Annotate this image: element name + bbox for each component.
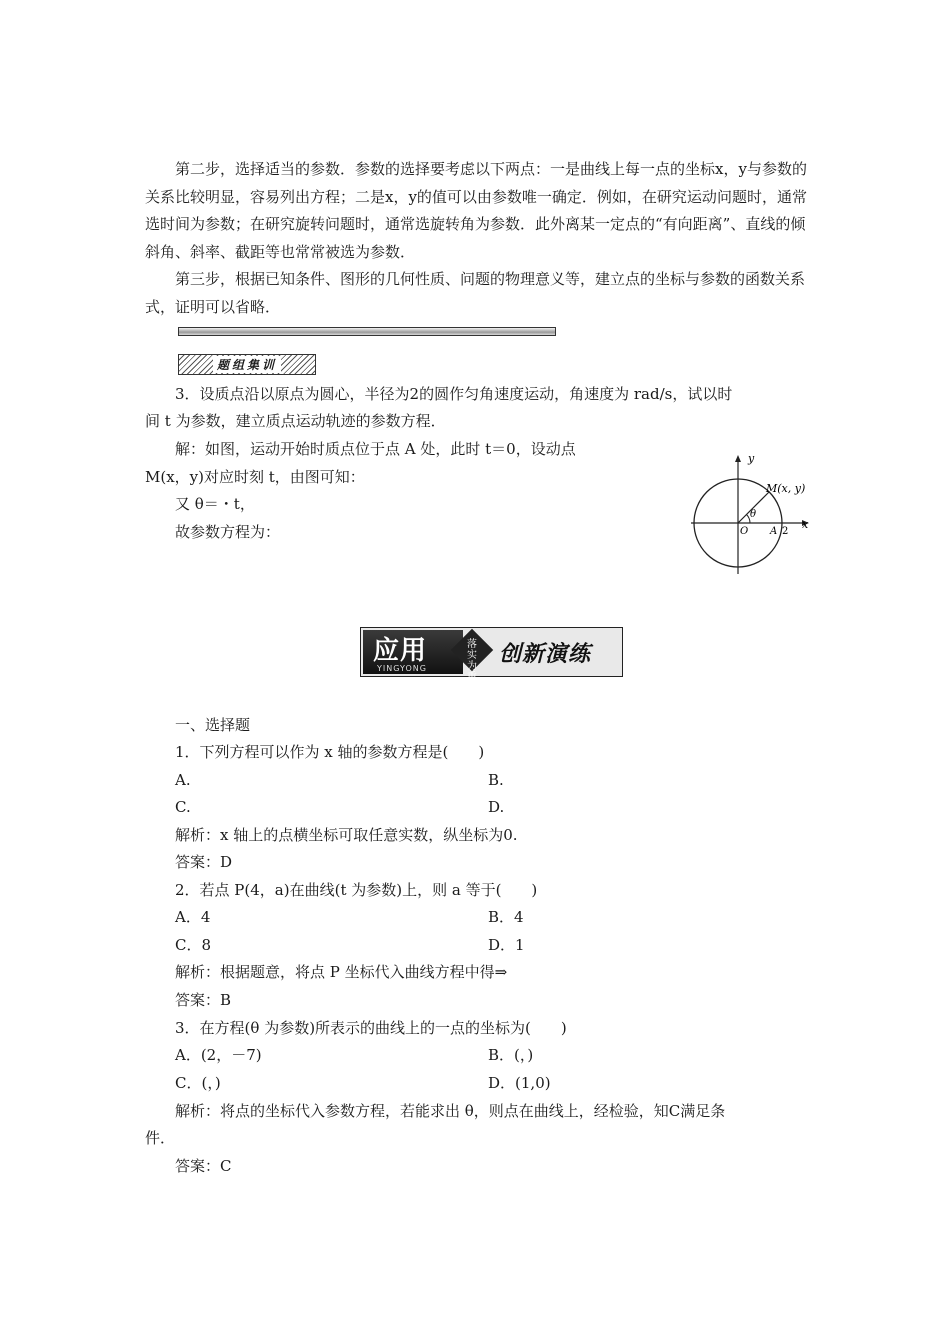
q1-analysis: 解析：x 轴上的点横坐标可取任意实数，纵坐标为0. xyxy=(175,826,518,844)
q2-option-a: A．4 xyxy=(175,908,211,926)
q2-option-b: B．4 xyxy=(488,908,524,926)
step3-text: 第三步，根据已知条件、图形的几何性质、问题的物理意义等，建立点的坐标与参数的函数关系式，证明可以省略． xyxy=(145,270,806,316)
q2-option-d: D．1 xyxy=(488,936,525,954)
point-m-label: M(x, y) xyxy=(766,482,806,495)
q1-answer: 答案：D xyxy=(175,853,233,871)
q3-analysis-line1: 解析：将点的坐标代入参数方程，若能求出 θ，则点在曲线上，经检验，知C满足条 xyxy=(175,1102,726,1120)
q1-option-c: C. xyxy=(175,798,191,816)
example-question-line1: 3．设质点沿以原点为圆心，半径为2的圆作匀角速度运动，角速度为 rad/s，试以时 xyxy=(175,385,733,403)
x-axis-label: x xyxy=(802,518,809,531)
step3-paragraph xyxy=(145,266,807,321)
q3-answer: 答案：C xyxy=(175,1157,232,1175)
q3-option-d: D．(1,0) xyxy=(488,1074,551,1092)
example-solution-line3: 又 θ＝・t， xyxy=(175,495,255,513)
q3-option-b: B．(，) xyxy=(488,1046,534,1064)
origin-label: O xyxy=(740,526,749,537)
point-a-label: A xyxy=(770,526,778,537)
example-solution-line2: M(x，y)对应时刻 t，由图可知： xyxy=(145,468,365,486)
q3-stem: 3．在方程(θ 为参数)所表示的曲线上的一点的坐标为( ) xyxy=(175,1019,567,1037)
banner-right-text: 创新演练 xyxy=(499,642,592,667)
y-axis-arrow-icon xyxy=(735,455,741,462)
radius-value-label: 2 xyxy=(782,526,789,537)
banner-pinyin: YINGYONG xyxy=(377,664,427,673)
banner-main-text: 应用 xyxy=(373,636,428,666)
q2-stem: 2．若点 P(4，a)在曲线(t 为参数)上，则 a 等于( ) xyxy=(175,881,538,899)
y-axis-label: y xyxy=(748,452,755,465)
q2-answer: 答案：B xyxy=(175,991,232,1009)
q3-analysis-line2: 件． xyxy=(145,1129,176,1147)
example-solution-line1: 解：如图，运动开始时质点位于点 A 处，此时 t＝0，设动点 xyxy=(175,440,576,458)
q3-option-c: C．(，) xyxy=(175,1074,221,1092)
circle-figure xyxy=(686,452,816,577)
practice-tag xyxy=(178,354,316,375)
example-solution-line4: 故参数方程为： xyxy=(175,523,281,541)
exercise-heading: 一、选择题 xyxy=(175,716,251,734)
banner-diamond-text: 落实为重 xyxy=(467,639,477,683)
q1-option-b: B. xyxy=(488,771,504,789)
q3-option-a: A．(2，－7) xyxy=(175,1046,262,1064)
q1-option-d: D. xyxy=(488,798,505,816)
step2-paragraph xyxy=(145,156,807,266)
q1-option-a: A. xyxy=(175,771,191,789)
q2-analysis: 解析：根据题意，将点 P 坐标代入曲线方程中得⇒ xyxy=(175,963,508,981)
q2-option-c: C．8 xyxy=(175,936,212,954)
q1-stem: 1．下列方程可以作为 x 轴的参数方程是( ) xyxy=(175,743,485,761)
practice-tag-label: 题组集训 xyxy=(213,356,281,373)
example-question-line2: 间 t 为参数，建立质点运动轨迹的参数方程． xyxy=(145,412,446,430)
step2-text: 第二步，选择适当的参数．参数的选择要考虑以下两点：一是曲线上每一点的坐标x，y与参数的关系比较明显，容易列出方程；二是x，y的值可以由参数唯一确定．例如，在研究运动问题时，通常选时间为参数；在研究旋转问题时，通常选旋转角为参数．此外离某一定点的“有向距离”、直线的倾斜角、斜率、截距等也常常被选为参数． xyxy=(145,160,807,261)
theta-label: θ xyxy=(750,509,757,520)
application-banner xyxy=(360,627,623,683)
section-divider-bar xyxy=(178,327,556,336)
